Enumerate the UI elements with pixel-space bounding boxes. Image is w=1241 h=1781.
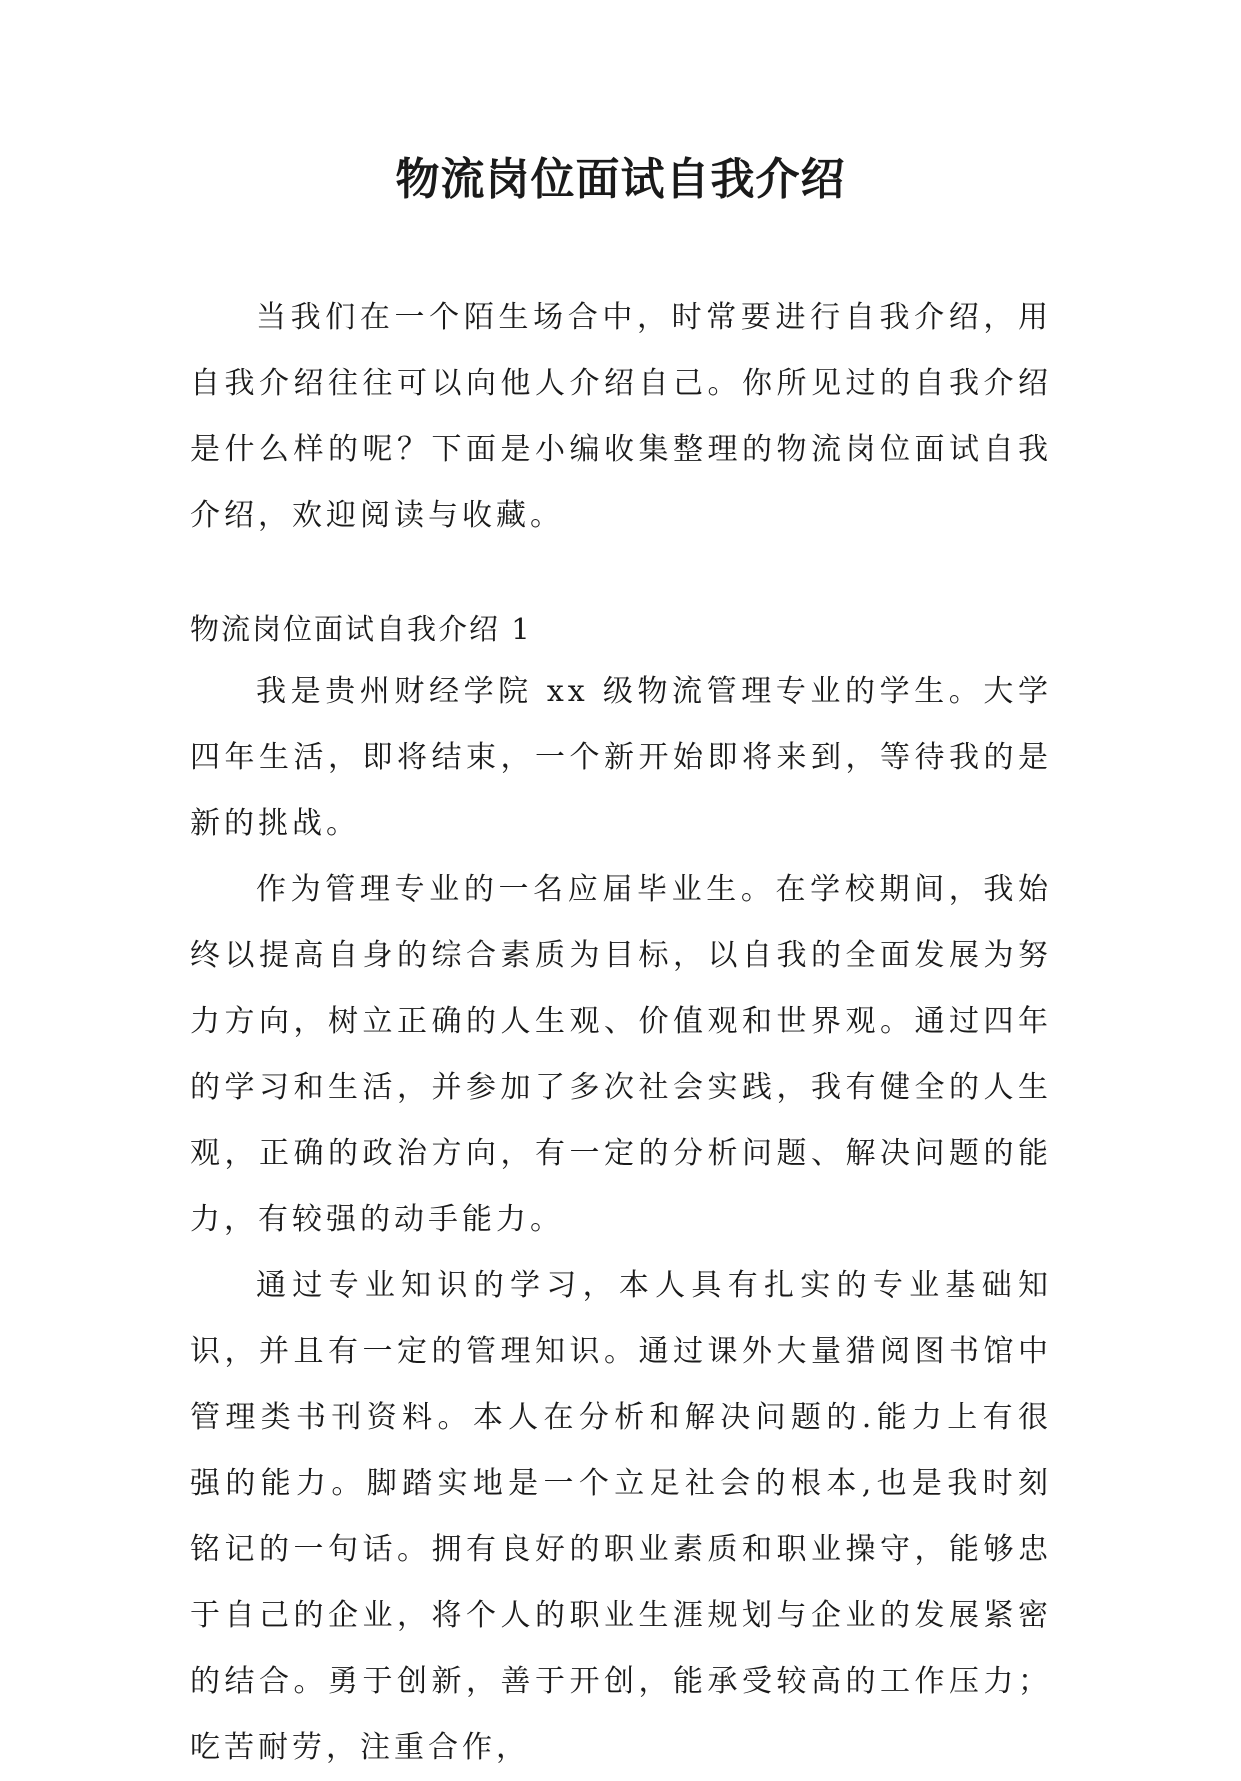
body-paragraph: 通过专业知识的学习，本人具有扎实的专业基础知识，并且有一定的管理知识。通过课外大量猎阅图书馆中管理类书刊资料。本人在分析和解决问题的.能力上有很强的能力。脚踏实地是一个立足社会的根本,也是我时刻铭记的一句话。拥有良好的职业素质和职业操守，能够忠于自己的企业，将个人的职业生涯规划与企业的发展紧密的结合。勇于创新，善于开创，能承受较高的工作压力；吃苦耐劳，注重合作， <box>190 1268 1052 1765</box>
body-paragraph: 我是贵州财经学院 xx 级物流管理专业的学生。大学四年生活，即将结束，一个新开始即将来到，等待我的是新的挑战。 <box>190 674 1052 841</box>
section-heading: 物流岗位面试自我介绍 1 <box>190 612 532 646</box>
intro-paragraph: 当我们在一个陌生场合中，时常要进行自我介绍，用自我介绍往往可以向他人介绍自己。你所见过的自我介绍是什么样的呢？下面是小编收集整理的物流岗位面试自我介绍，欢迎阅读与收藏。 <box>190 300 1052 533</box>
document-title: 物流岗位面试自我介绍 <box>395 154 846 205</box>
document-body <box>190 285 1052 1781</box>
body-paragraph: 作为管理专业的一名应届毕业生。在学校期间，我始终以提高自身的综合素质为目标，以自我的全面发展为努力方向，树立正确的人生观、价值观和世界观。通过四年的学习和生活，并参加了多次社会实践，我有健全的人生观，正确的政治方向，有一定的分析问题、解决问题的能力，有较强的动手能力。 <box>190 872 1052 1237</box>
